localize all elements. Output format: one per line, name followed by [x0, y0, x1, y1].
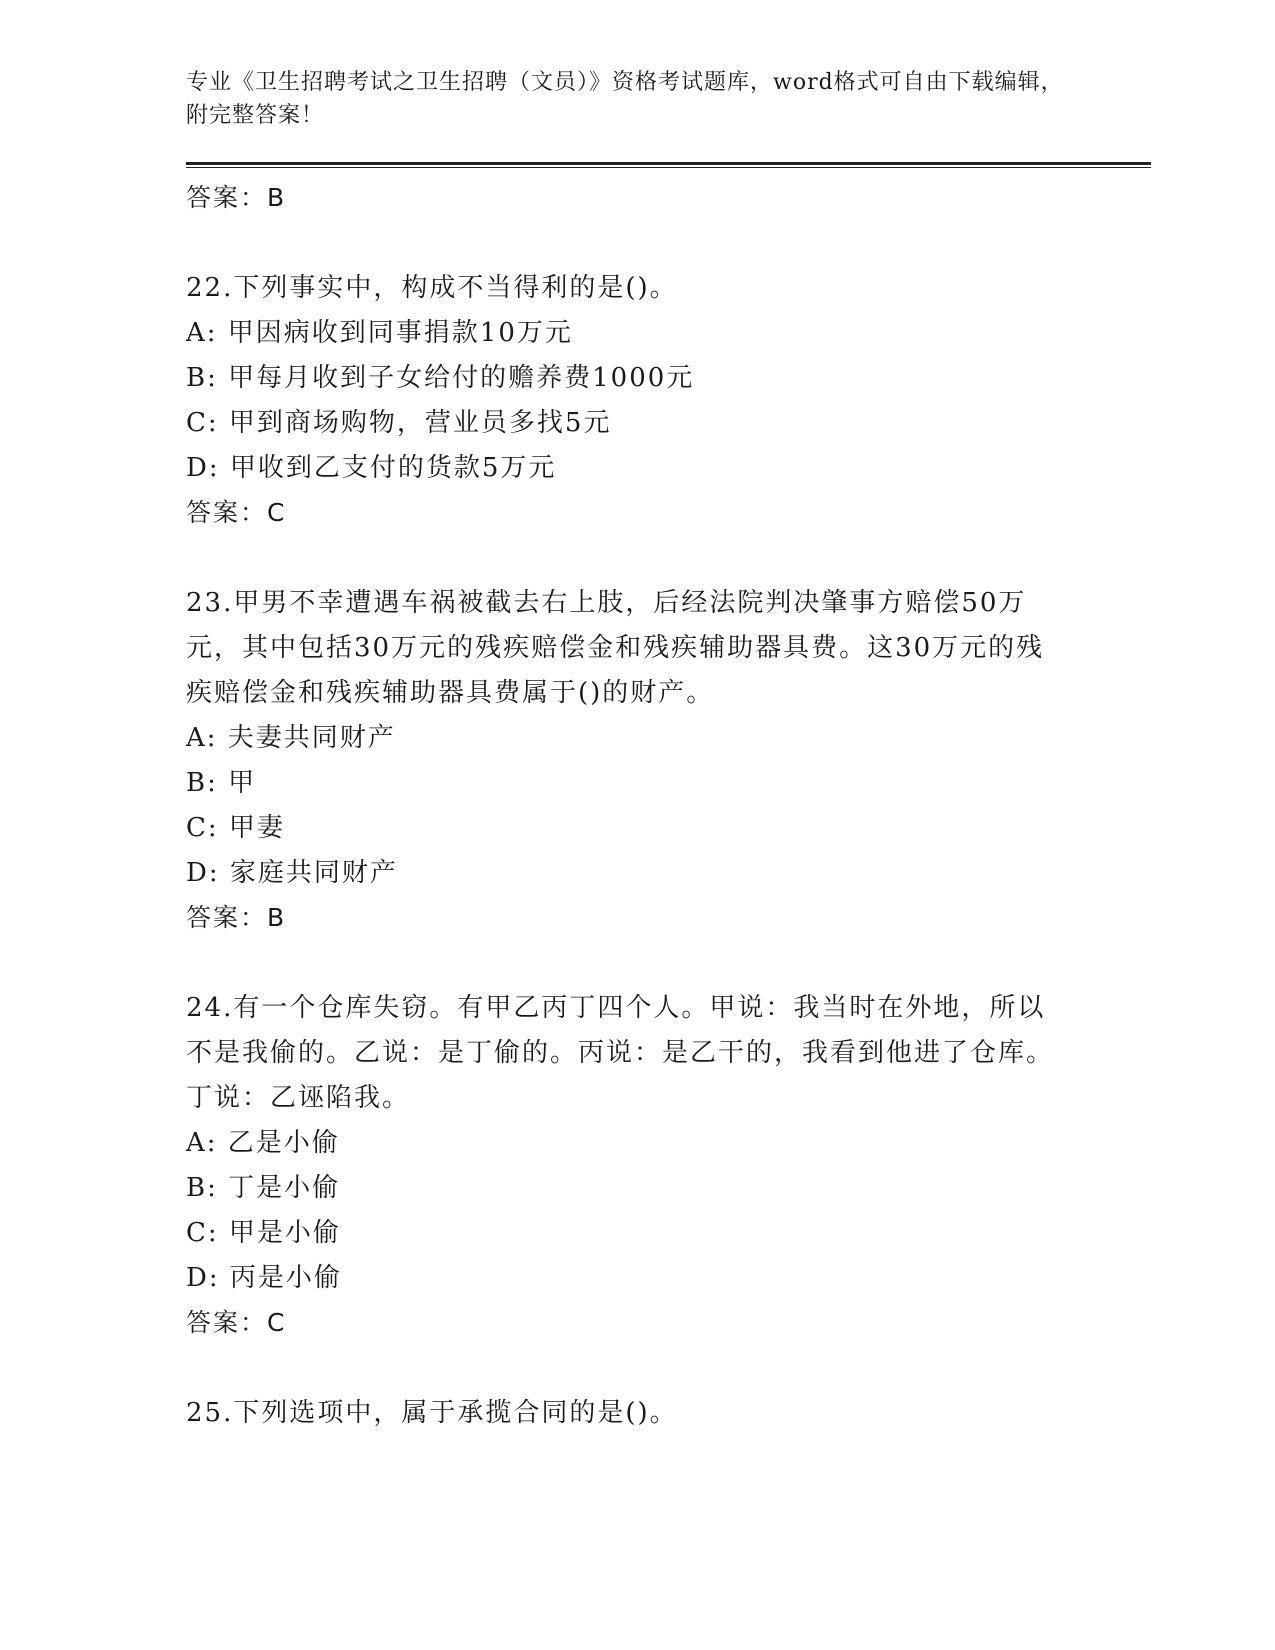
option-a: A: 夫妻共同财产	[186, 723, 396, 753]
question-23	[186, 581, 1146, 940]
answer-label: 答案：C	[186, 1308, 287, 1337]
option-b: B: 丁是小偷	[186, 1173, 341, 1203]
option-a: A: 乙是小偷	[186, 1128, 340, 1158]
header-divider	[186, 162, 1151, 168]
option-b: B: 甲每月收到子女给付的赡养费1000元	[186, 363, 695, 393]
option-c: C: 甲到商场购物，营业员多找5元	[186, 408, 612, 438]
option-b: B: 甲	[186, 768, 257, 798]
answer-label: 答案：B	[186, 903, 287, 932]
question-22	[186, 266, 1146, 535]
option-d: D: 家庭共同财产	[186, 858, 398, 888]
option-d: D: 丙是小偷	[186, 1263, 342, 1293]
option-c: C: 甲是小偷	[186, 1218, 341, 1248]
option-a: A: 甲因病收到同事捐款10万元	[186, 318, 573, 348]
question-text: 22.下列事实中，构成不当得利的是()。	[186, 273, 678, 303]
question-text: 24.有一个仓库失窃。有甲乙丙丁四个人。甲说：我当时在外地，所以不是我偷的。乙说：是丁偷的。丙说：是乙干的，我看到他进了仓库。丁说：乙诬陷我。	[186, 993, 1055, 1113]
answer-label: 答案：B	[186, 183, 287, 212]
question-text: 23.甲男不幸遭遇车祸被截去右上肢，后经法院判决肇事方赔偿50万元，其中包括30万元的残疾赔偿金和残疾辅助器具费。这30万元的残疾赔偿金和残疾辅助器具费属于()的财产。	[186, 588, 1045, 708]
option-d: D: 甲收到乙支付的货款5万元	[186, 453, 557, 483]
option-c: C: 甲妻	[186, 813, 285, 843]
question-24	[186, 986, 1146, 1345]
document-page	[186, 66, 1146, 1436]
answer-label: 答案：C	[186, 498, 287, 527]
question-25	[186, 1391, 1146, 1436]
question-text: 25.下列选项中，属于承揽合同的是()。	[186, 1398, 678, 1428]
document-header: 专业《卫生招聘考试之卫生招聘（文员）》资格考试题库，word格式可自由下载编辑，附完整答案！	[186, 70, 1064, 128]
